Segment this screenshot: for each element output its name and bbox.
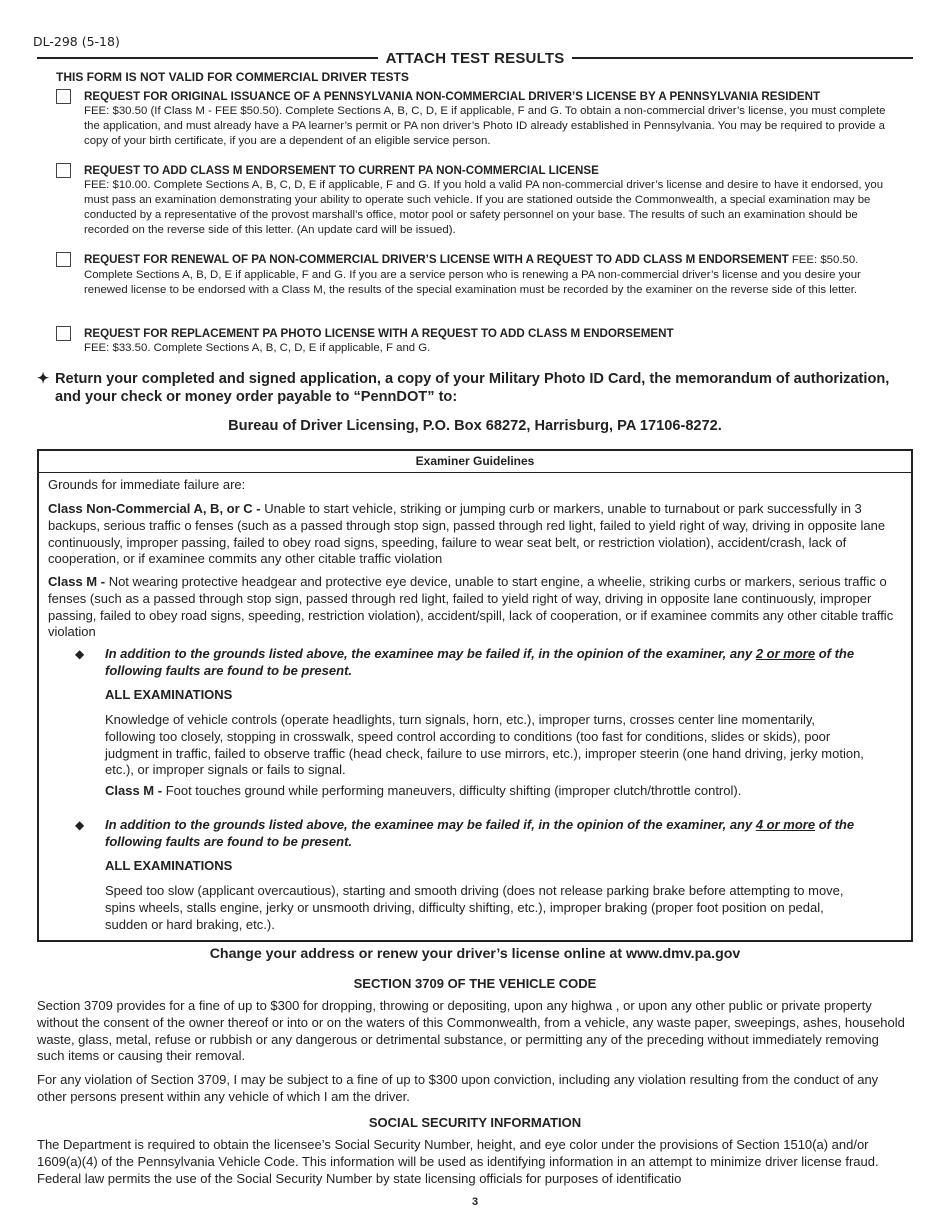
class-m-fault — [105, 783, 865, 800]
rule-text: In addition to the grounds listed above, the examinee may be failed if, in the opinion of the examiner, any — [105, 646, 756, 661]
ssn-title: SOCIAL SECURITY INFORMATION — [368, 1115, 582, 1130]
request-heading: REQUEST TO ADD CLASS M ENDORSEMENT TO CURRENT PA NON-COMMERCIAL LICENSE — [84, 164, 599, 177]
request-heading: REQUEST FOR ORIGINAL ISSUANCE OF A PENNSYLVANIA NON-COMMERCIAL DRIVER’S LICENSE BY A PENNSYLVANIA RESIDENT — [84, 90, 821, 103]
fault-count: 4 or more — [755, 817, 816, 832]
return-text: Return your completed and signed application, a copy of your Military Photo ID Card, the memorandum of authorization, and your check or money order payable to “PennDOT” to: — [55, 371, 890, 405]
request-text: FEE: $30.50 (If Class M - FEE $50.50). Complete Sections A, B, C, D, E if applicable, F and G. To obtain a non-commercial driver’s license, you must complete the application, and must already have a PA learner’s permit or PA non driver’s Photo ID already established in Pennsylvania. You may be required to provide a copy of your birth certificate, if you are a dependent of an eligible service person. — [84, 105, 886, 147]
class-noncommercial-label: Class Non-Commercial A, B, or C - — [48, 501, 265, 516]
star-icon: ✦ — [37, 371, 50, 387]
section-title-row — [37, 48, 913, 68]
class-noncommercial-text: Unable to start vehicle, striking or jumping curb or markers, unable to turnabout or park successfully in 3 backups, serious traffic o fenses (such as a passed through stop sign, passed through red light, failed to yield right of way, driving in opposite lane continuously, improper passing, failed to obey road signs, speeding, failure to wear seat belt, or restriction violation), accident/crash, lack of cooperation, or if examinee commits any other citable traffic violation — [48, 501, 886, 567]
section-3709-paragraph-2: For any violation of Section 3709, I may be subject to a fine of up to $300 upon conviction, including any violation resulting from the conduct of any other persons present within any vehicle of which I am the driver. — [37, 1072, 879, 1104]
ssn-paragraph: The Department is required to obtain the licensee’s Social Security Number, height, and eye color under the provisions of Section 1510(a) and/or 1609(a)(4) of the Pennsylvania Vehicle Code. This information will be used as identifying information in an attempt to minimize driver license fraud. Federal law permits the use of the Social Security Number by state licensing officials for purposes of identificatio — [37, 1137, 879, 1186]
sub-heading: ALL EXAMINATIONS — [105, 687, 233, 702]
diamond-bullet-icon: ◆ — [75, 818, 85, 832]
section-3709-title: SECTION 3709 OF THE VEHICLE CODE — [353, 976, 597, 991]
bureau-address: Bureau of Driver Licensing, P.O. Box 68272, Harrisburg, PA 17106-8272. — [228, 418, 722, 434]
title-rule-left — [37, 57, 378, 59]
page-title: ATTACH TEST RESULTS — [385, 49, 565, 67]
replacement-photo-checkbox[interactable] — [56, 326, 71, 341]
request-text: FEE: $33.50. Complete Sections A, B, C, D, E if applicable, F and G. — [84, 342, 431, 354]
page-number: 3 — [471, 1196, 479, 1208]
two-faults-rule — [75, 646, 875, 680]
class-m-label: Class M - — [48, 574, 109, 589]
rule-text: of the following faults are found to be present. — [105, 817, 855, 849]
add-class-m-checkbox[interactable] — [56, 163, 71, 178]
all-exams-heading-2 — [105, 858, 865, 875]
request-add-class-m — [56, 163, 886, 238]
request-text: FEE: $10.00. Complete Sections A, B, C, D, E if applicable, F and G. If you hold a valid PA non-commercial driver’s license and desire to have it endorsed, you must pass an examination demonstrating your ability to operate such vehicle. If you are stationed outside the Commonwealth, a special examination may be conducted by a representative of the provost marshall’s office, motor pool or safety personnel on your base. The results of such an examination should be recorded on the reverse side of this letter. (An update card will be issued). — [84, 179, 884, 236]
rule-text: In addition to the grounds listed above, the examinee may be failed if, in the opinion of the examiner, any — [105, 817, 756, 832]
online-renewal-notice: Change your address or renew your driver’s license online at www.dmv.pa.gov — [209, 946, 741, 962]
request-renewal-class-m — [56, 252, 886, 298]
all-exams-text-1: Knowledge of vehicle controls (operate headlights, turn signals, horn, etc.), improper turns, crosses center line momentarily, following too closely, stopping in crosswalk, speed control according to conditions (too fast for conditions, slides or skids), poor judgment in traffic, failed to observe traffic (head check, failure to use mirrors, etc.), improper steerin (one hand driving, jerky motion, etc.), or improper signals or fails to signal. — [105, 712, 864, 778]
guidelines-title: Examiner Guidelines — [39, 451, 911, 473]
class-noncommercial-grounds — [48, 501, 903, 568]
section-3709-paragraph-1: Section 3709 provides for a fine of up to $300 for dropping, throwing or depositing, upon any highwa , or upon any other public or private property without the consent of the owner thereof or into or on the waters of this Commonwealth, from a vehicle, any waste paper, sweepings, ashes, household waste, glass, metal, refuse or rubbish or any dangerous or detrimental substance, or permitting any of the preceding without immediately removing such items or causing their removal. — [37, 998, 905, 1064]
original-issuance-checkbox[interactable] — [56, 89, 71, 104]
guidelines-intro: Grounds for immediate failure are: — [48, 477, 246, 492]
examiner-guidelines-box — [37, 449, 913, 942]
diamond-bullet-icon: ◆ — [75, 647, 85, 661]
fault-count: 2 or more — [755, 646, 816, 661]
class-m2-label: Class M - — [105, 783, 166, 798]
all-exams-text-2: Speed too slow (applicant overcautious), starting and smooth driving (does not release parking brake before attempting to move, spins wheels, stalls engine, jerky or unsmooth driving, difficulty shifting, etc.), improper braking (proper foot position on pedal, sudden or hard braking, etc.). — [105, 883, 844, 932]
renewal-class-m-checkbox[interactable] — [56, 252, 71, 267]
class-m-grounds — [48, 574, 903, 641]
form-id: DL-298 (5-18) — [33, 34, 120, 49]
all-exams-heading-1 — [105, 687, 865, 704]
request-heading: REQUEST FOR REPLACEMENT PA PHOTO LICENSE WITH A REQUEST TO ADD CLASS M ENDORSEMENT — [84, 327, 674, 340]
four-faults-rule — [75, 817, 875, 851]
sub-heading: ALL EXAMINATIONS — [105, 858, 233, 873]
return-instructions — [37, 370, 897, 406]
not-valid-notice: THIS FORM IS NOT VALID FOR COMMERCIAL DRIVER TESTS — [56, 70, 409, 84]
request-heading: REQUEST FOR RENEWAL OF PA NON-COMMERCIAL DRIVER’S LICENSE WITH A REQUEST TO ADD CLASS M ENDORSEMENT — [84, 253, 789, 266]
rule-text: of the following faults are found to be present. — [105, 646, 855, 678]
request-original-issuance — [56, 89, 886, 149]
title-rule-right — [572, 57, 913, 59]
request-replacement-photo — [56, 326, 886, 356]
request-text: FEE: $50.50. Complete Sections A, B, D, E if applicable, F and G. If you are a service person who is renewing a PA non-commercial driver’s license and you desire your renewed license to be endorsed with a Class M, the results of the special examination must be recorded by the examiner on the reverse side of this letter. — [84, 254, 861, 296]
class-m-text: Not wearing protective headgear and protective eye device, unable to start engine, a wheelie, striking curbs or markers, serious traffic o fenses (such as a passed through stop sign, passed through red light, failed to yield right of way, driving in opposite lane continuously, improper passing, failed to obey road signs, speeding, restriction violation), accident/spill, lack of cooperation, or if examinee commits any other citable traffic violation — [48, 574, 894, 640]
class-m2-text: Foot touches ground while performing maneuvers, difficulty shifting (improper clutch/throttle control). — [165, 783, 742, 798]
